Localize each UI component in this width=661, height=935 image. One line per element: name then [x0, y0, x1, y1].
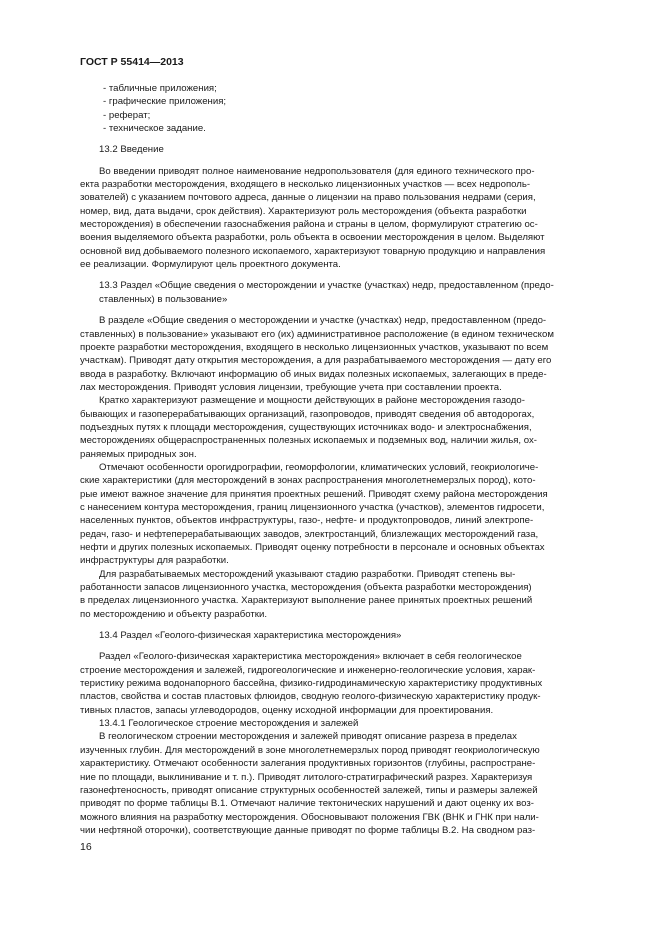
document-header: ГОСТ Р 55414—2013 [80, 56, 184, 68]
section-13-4-1-paragraph [80, 730, 582, 837]
text-line: можного влияния на разработку месторождения. Обосновывают положения ГВК (ВНК и ГНК при нали- [80, 811, 539, 823]
text-line: ставленных) в пользование» [99, 293, 228, 305]
text-line: месторождения) в обеспечении газоснабжения района и страны в целом, формулируют стратегию ос- [80, 219, 538, 231]
text-line: с нанесением контура месторождения, границ лицензионного участка (участков), элементов гидросети, [80, 501, 545, 513]
text-line: рые имеют важное значение для принятия проектных решений. Приводят схему района месторождения [80, 488, 548, 500]
text-line: В разделе «Общие сведения о месторождении и участке (участках) недр, предоставленном (предо- [99, 315, 547, 327]
text-line: ее реализации. Формулируют цель проектного документа. [80, 259, 341, 271]
text-line: воения выделяемого объекта разработки, роль объекта в освоении месторождения в целом. Выделяют [80, 232, 545, 244]
text-line: по месторождению и объекту разработки. [80, 608, 267, 620]
text-line: основной вид добываемого полезного ископаемого, характеризуют товарную продукцию и направления [80, 245, 546, 257]
text-line: газонефтеносность, приводят описание структурных особенностей залежей, типы и размеры залежей [80, 784, 538, 796]
text-line: В геологическом строении месторождения и залежей приводят описание разреза в пределах [99, 731, 517, 743]
text-line: месторождениях общераспространенных полезных ископаемых и подземных вод, наличии жилья, ох- [80, 435, 537, 447]
text-line: редач, газо- и нефтеперерабатывающих заводов, электростанций, близлежащих месторождений газа, [80, 528, 539, 540]
section-13-2-paragraph [80, 165, 582, 272]
list-item: - реферат; [103, 109, 151, 121]
text-line: Отмечают особенности орогидрографии, геоморфологии, климатических условий, геокриологиче- [99, 461, 539, 473]
section-13-3-paragraph-2 [80, 394, 582, 461]
section-13-4-heading: 13.4 Раздел «Геолого-физическая характеристика месторождения» [99, 630, 402, 642]
text-line: Кратко характеризуют размещение и мощности действующих в районе месторождения газодо- [99, 395, 525, 407]
text-line: характеристику. Отмечают особенности залегания продуктивных горизонтов (глубины, распростране- [80, 758, 536, 770]
text-line: проекте разработки месторождения, входящего в несколько лицензионных участков, указывают по всем [80, 341, 549, 353]
text-line: в пределах лицензионного участка. Характеризуют выполнение ранее принятых проектных решений [80, 595, 533, 607]
section-13-3-paragraph-4 [80, 568, 582, 621]
bullet-list [80, 82, 582, 135]
text-line: Раздел «Геолого-физическая характеристика месторождения» включает в себя геологическое [99, 651, 522, 663]
text-line: ние по площади, выклинивание и т. п.). Приводят литолого-стратиграфический разрез. Характеризуя [80, 771, 533, 783]
text-line: зователей) с указанием почтового адреса, данные о лицензии на право пользования недрами (серия, [80, 192, 536, 204]
text-line: участкам). Приводят дату открытия месторождения, а для разрабатываемого месторождения — дату его [80, 355, 552, 367]
text-line: теристику режима водонапорного бассейна, физико-гидродинамическую характеристику продуктивных [80, 678, 543, 690]
text-line: чии нефтяной оторочки), соответствующие данные приводят по форме таблицы В.2. На сводном раз- [80, 824, 536, 836]
page-content [80, 82, 582, 837]
text-line: тивных пластов, запасы углеводородов, оценку исходной информации для проектирования. [80, 704, 494, 716]
text-line: ввода в разработку. Включают информацию об иных видах полезных ископаемых, залегающих в преде- [80, 368, 547, 380]
text-line: населенных пунктов, объектов инфраструктуры, газо-, нефте- и продуктопроводов, линий электропе- [80, 515, 534, 527]
text-line: екта разработки месторождения, входящего в несколько лицензионных участков — всех недрополь- [80, 179, 531, 191]
text-line: раняемых природных зон. [80, 448, 197, 460]
text-line: номер, вид, дата выдачи, срок действия). Характеризуют роль месторождения (объекта разработки [80, 205, 527, 217]
section-13-3-paragraph-1 [80, 314, 582, 394]
section-13-3-paragraph-3 [80, 461, 582, 568]
text-line: нефти и других полезных ископаемых. Приводят оценку потребности в персонале и основных объектах [80, 542, 545, 553]
section-13-4-1-heading: 13.4.1 Геологическое строение месторождения и залежей [99, 718, 359, 730]
text-line: работанности запасов лицензионного участка, месторождения (объекта разработки месторождения) [80, 582, 532, 594]
page-number: 16 [80, 841, 92, 853]
list-item: - графические приложения; [103, 96, 227, 108]
text-line: изученных глубин. Для месторождений в зоне многолетнемерзлых пород приводят геокриологическую [80, 744, 540, 756]
section-13-3-heading [80, 279, 582, 306]
section-13-4-paragraph-1 [80, 650, 582, 717]
section-13-2-heading: 13.2 Введение [99, 144, 164, 156]
list-item: - техническое задание. [103, 123, 206, 135]
text-line: Во введении приводят полное наименование недропользователя (для единого технического про- [99, 165, 535, 177]
text-line: ские характеристики (для месторождений в зонах распространения многолетнемерзлых пород), кото- [80, 475, 536, 487]
text-line: подъездных путях к площади месторождения, существующих источниках водо- и электроснабжения, [80, 421, 532, 433]
text-line: пластов, свойства и состав пластовых флюидов, сводную геолого-физическую характеристику продук- [80, 691, 541, 703]
text-line: лах месторождения. Приводят условия лицензии, требующие учета при составлении проекта. [80, 381, 502, 393]
text-line: ставленных) в пользование» указывают его (их) административное расположение (в едином техническом [80, 328, 554, 340]
text-line: 13.3 Раздел «Общие сведения о месторождении и участке (участках) недр, предоставленном (предо- [99, 280, 554, 292]
text-line: Для разрабатываемых месторождений указывают стадию разработки. Приводят степень вы- [99, 568, 516, 580]
list-item: - табличные приложения; [103, 83, 217, 94]
text-line: приводят по форме таблицы В.1. Отмечают наличие тектонических нарушений и дают оценку их воз- [80, 798, 534, 810]
text-line: строение месторождения и залежей, гидрогеологические и инженерно-геологические условия, харак- [80, 664, 536, 676]
text-line: инфраструктуры для разработки. [80, 555, 229, 567]
text-line: бывающих и газоперерабатывающих организаций, газопроводов, приводят сведения об автодорогах, [80, 408, 535, 420]
